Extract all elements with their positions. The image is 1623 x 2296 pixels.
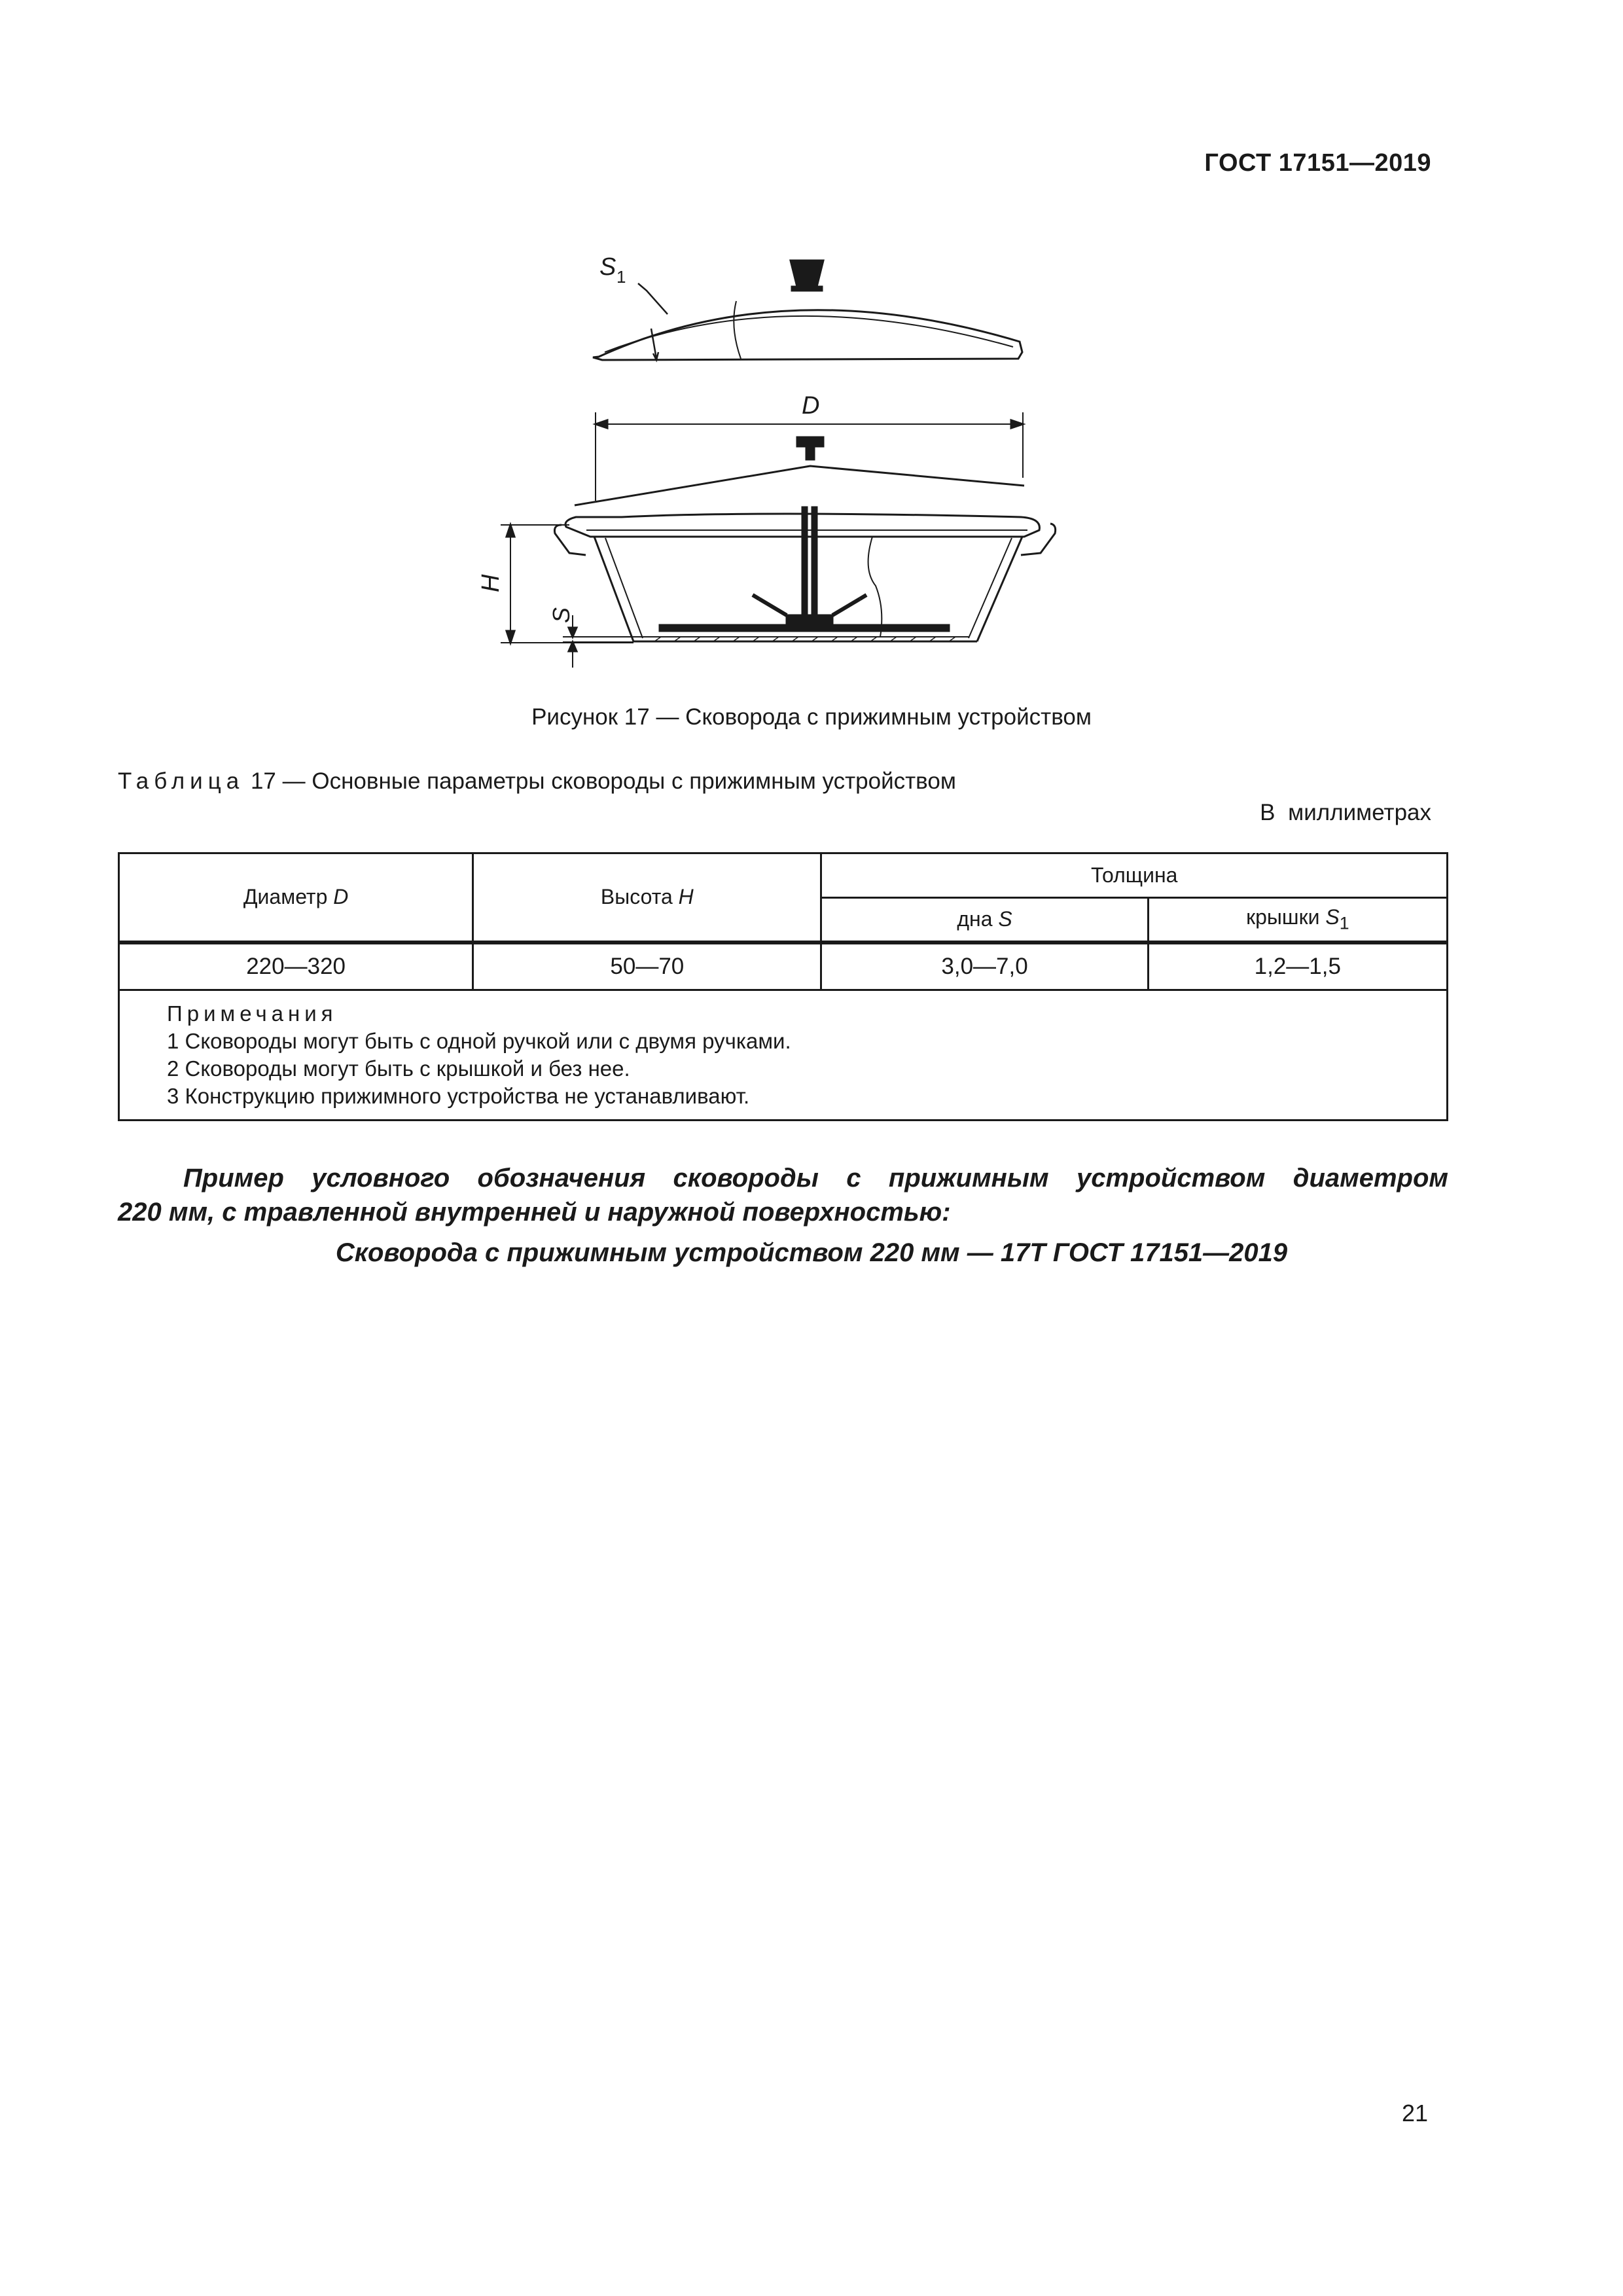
example-text-line2: 220 мм, с травленной внутренней и наружной поверхностью: (118, 1198, 951, 1227)
label-s: S (548, 607, 575, 623)
table-header-row (119, 853, 1448, 898)
header-lid: крышки $S_1$ (1148, 898, 1447, 942)
label-h: H (477, 574, 505, 592)
note-item: 3 Конструкцию прижимного устройства не устанавливают. (167, 1083, 750, 1108)
cell-bottom: 3,0—7,0 (821, 942, 1148, 990)
table-notes-row (119, 990, 1448, 1120)
lid-drawing (593, 260, 1022, 360)
page-number: 21 (1401, 2100, 1428, 2126)
table-units: В миллиметрах (1260, 800, 1431, 825)
dimension-s (563, 615, 643, 668)
table-label: Таблица (118, 768, 245, 794)
frying-pan-figure (471, 242, 1086, 700)
document-code: ГОСТ 17151—2019 (1204, 149, 1431, 177)
table-row (119, 942, 1448, 990)
example-designation: Сковорода с прижимным устройством 220 мм — 17Т ГОСТ 17151—2019 (335, 1238, 1288, 1267)
label-d: D (802, 392, 820, 420)
header-diameter: Диаметр D (119, 853, 473, 942)
cell-diameter: 220—320 (119, 942, 473, 990)
cell-height: 50—70 (473, 942, 821, 990)
note-item: 1 Сковороды могут быть с одной ручкой или с двумя ручками. (167, 1028, 791, 1053)
header-height: Высота H (473, 853, 821, 942)
pan-drawing (554, 437, 1055, 641)
label-s1: S (599, 253, 616, 281)
cell-lid: 1,2—1,5 (1148, 942, 1447, 990)
notes-title: Примечания (167, 1001, 338, 1026)
table-notes (119, 990, 1448, 1120)
header-thickness: Толщина (821, 853, 1448, 898)
figure-caption: Рисунок 17 — Сковорода с прижимным устройством (531, 704, 1092, 730)
note-item: 2 Сковороды могут быть с крышкой и без нее. (167, 1056, 630, 1081)
table-title (118, 768, 956, 795)
header-bottom: дна S (821, 898, 1148, 942)
example-text-line1: Пример условного обозначения сковороды с прижимным устройством диаметром (183, 1164, 1448, 1193)
dimension-h (501, 525, 633, 643)
parameters-table (118, 852, 1448, 1121)
table-title-text: 17 — Основные параметры сковороды с прижимным устройством (250, 768, 956, 794)
label-s1-subscript: 1 (616, 267, 626, 287)
